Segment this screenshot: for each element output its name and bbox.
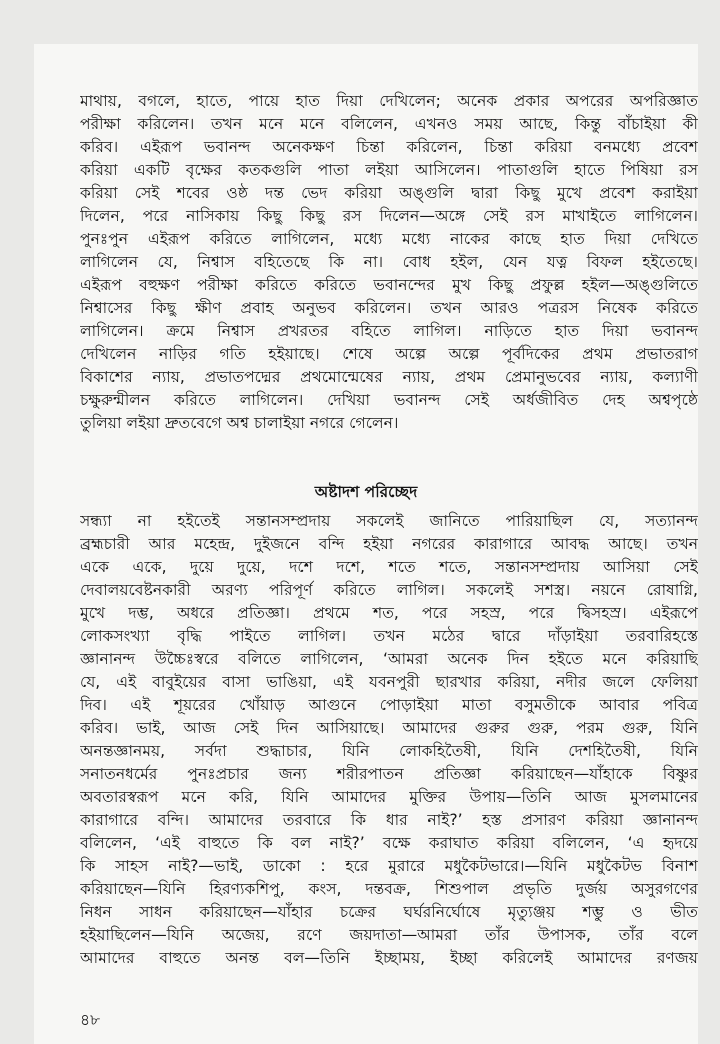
text-line: দিব। এই শূয়রের খোঁয়াড় আগুনে পোড়াইয়া মাতা বসুমতীকে আবার পবিত্র (80, 696, 698, 714)
text-line: বিকাশের ন্যায়, প্রভাতপদ্মের প্রথমোন্মেষের ন্যায়, প্রথম প্রেমানুভবের ন্যায়, কল্যাণী (80, 368, 698, 386)
text-line: তুলিয়া লইয়া দ্রুতবেগে অশ্ব চালাইয়া নগরে গেলেন। (80, 414, 399, 432)
text-line: বলিলেন, ‘এই বাহুতে কি বল নাই?’ বক্ষে করাঘাত করিয়া বলিলেন, ‘এ হৃদয়ে (80, 834, 698, 852)
text-line: একে একে, দুয়ে দুয়ে, দশে দশে, শতে শতে, সন্তানসম্প্রদায় আসিয়া সেই (80, 558, 698, 576)
text-line: দেখিলেন নাড়ির গতি হইয়াছে। শেষে অল্পে অল্পে পূর্বদিকের প্রথম প্রভাতরাগ (80, 345, 698, 363)
text-line: করিয়া সেই শবের ওষ্ঠ দন্ত ভেদ করিয়া অঙ্গুলি দ্বারা কিছু মুখে প্রবেশ করাইয়া (80, 184, 698, 202)
text-line: দিলেন, পরে নাসিকায় কিছু কিছু রস দিলেন—অঙ্গে সেই রস মাখাইতে লাগিলেন। (80, 207, 698, 225)
text-line: নিশ্বাসের কিছু ক্ষীণ প্রবাহ অনুভব করিলেন। তখন আরও পত্ররস নিষেক করিতে (80, 299, 698, 317)
text-line: ব্রহ্মচারী আর মহেন্দ্র, দুইজনে বন্দি হইয়া নগরের কারাগারে আবদ্ধ আছে। তখন (80, 535, 698, 553)
text-line: চক্ষুরুন্মীলন করিতে লাগিলেন। দেখিয়া ভবানন্দ সেই অর্ধজীবিত দেহ অশ্বপৃষ্ঠে (80, 391, 698, 409)
text-line: সন্ধ্যা না হইতেই সন্তানসম্প্রদায় সকলেই জানিতে পারিয়াছিল যে, সত্যানন্দ (80, 512, 698, 530)
text-line: পুনঃপুন এইরূপ করিতে লাগিলেন, মধ্যে মধ্যে নাকের কাছে হাত দিয়া দেখিতে (80, 230, 698, 248)
text-line: করিয়া একটি বৃক্ষের কতকগুলি পাতা লইয়া আসিলেন। পাতাগুলি হাতে পিষিয়া রস (80, 161, 698, 179)
chapter-title: অষ্টাদশ পরিচ্ছেদ (314, 483, 418, 501)
text-line: কি সাহস নাই?—ভাই, ডাকো : হরে মুরারে মধুকৈটভারে।—যিনি মধুকৈটভ বিনাশ (80, 857, 698, 875)
text-line: মাথায়, বগলে, হাতে, পায়ে হাত দিয়া দেখিলেন; অনেক প্রকার অপরের অপরিজ্ঞাত (80, 92, 698, 110)
text-line: নিধন সাধন করিয়াছেন—যাঁহার চক্রের ঘর্ঘরনির্ঘোষে মৃত্যুঞ্জয় শম্ভু ও ভীত (80, 903, 698, 921)
text-line: লাগিলেন। ক্রমে নিশ্বাস প্রখরতর বহিতে লাগিল। নাড়িতে হাত দিয়া ভবানন্দ (80, 322, 698, 340)
text-line: পরীক্ষা করিলেন। তখন মনে মনে বলিলেন, এখনও সময় আছে, কিন্তু বাঁচাইয়া কী (80, 115, 698, 133)
text-line: আমাদের বাহুতে অনন্ত বল—তিনি ইচ্ছাময়, ইচ্ছা করিলেই আমাদের রণজয় (80, 949, 698, 967)
text-line: এইরূপ বহুক্ষণ পরীক্ষা করিতে করিতে ভবানন্দের মুখ কিছু প্রফুল্ল হইল—অঙ্গুলিতে (80, 276, 698, 294)
text-line: হইয়াছিলেন—যিনি অজেয়, রণে জয়দাতা—আমরা তাঁর উপাসক, তাঁর বলে (80, 926, 698, 944)
book-page (34, 44, 698, 1044)
text-line: লোকসংখ্যা বৃদ্ধি পাইতে লাগিল। তখন মঠের দ্বারে দাঁড়াইয়া তরবারিহস্তে (80, 627, 698, 645)
text-line: অবতারস্বরূপ মনে করি, যিনি আমাদের মুক্তির উপায়—তিনি আজ মুসলমানের (80, 788, 698, 806)
text-line: লাগিলেন যে, নিশ্বাস বহিতেছে কি না। বোধ হইল, যেন যত্ন বিফল হইতেছে। (80, 253, 698, 271)
text-line: দেবালয়বেষ্টনকারী অরণ্য পরিপূর্ণ করিতে লাগিল। সকলেই সশস্ত্র। নয়নে রোষাগ্নি, (80, 581, 698, 599)
text-line: অনন্তজ্ঞানময়, সর্বদা শুদ্ধাচার, যিনি লোকহিতৈষী, যিনি দেশহিতৈষী, যিনি (80, 742, 698, 760)
text-line: করিব। এইরূপ ভবানন্দ অনেকক্ষণ চিন্তা করিলেন, চিন্তা করিয়া বনমধ্যে প্রবেশ (80, 138, 698, 156)
text-line: কারাগারে বন্দি। আমাদের তরবারে কি ধার নাই?’ হস্ত প্রসারণ করিয়া জ্ঞানানন্দ (80, 811, 698, 829)
text-line: মুখে দম্ভ, অধরে প্রতিজ্ঞা। প্রথমে শত, পরে সহস্র, পরে দ্বিসহস্র। এইরূপে (80, 604, 698, 622)
text-line: জ্ঞানানন্দ উচ্চৈঃস্বরে বলিতে লাগিলেন, ‘আমরা অনেক দিন হইতে মনে করিয়াছি (80, 650, 698, 668)
paragraph-1 (80, 90, 698, 435)
text-line: করিব। ভাই, আজ সেই দিন আসিয়াছে। আমাদের গুরুর গুরু, পরম গুরু, যিনি (80, 719, 698, 737)
text-line: করিয়াছেন—যিনি হিরণ্যকশিপু, কংস, দন্তবক্র, শিশুপাল প্রভৃতি দুর্জয় অসুরগণের (80, 880, 698, 898)
text-line: যে, এই বাবুইয়ের বাসা ভাঙিয়া, এই যবনপুরী ছারখার করিয়া, নদীর জলে ফেলিয়া (80, 673, 698, 691)
text-line: সনাতনধর্মের পুনঃপ্রচার জন্য শরীরপাতন প্রতিজ্ঞা করিয়াছেন—যাঁহাকে বিষ্ণুর (80, 765, 698, 783)
page-number: ৪৮ (80, 1011, 101, 1029)
paragraph-2 (80, 510, 698, 970)
